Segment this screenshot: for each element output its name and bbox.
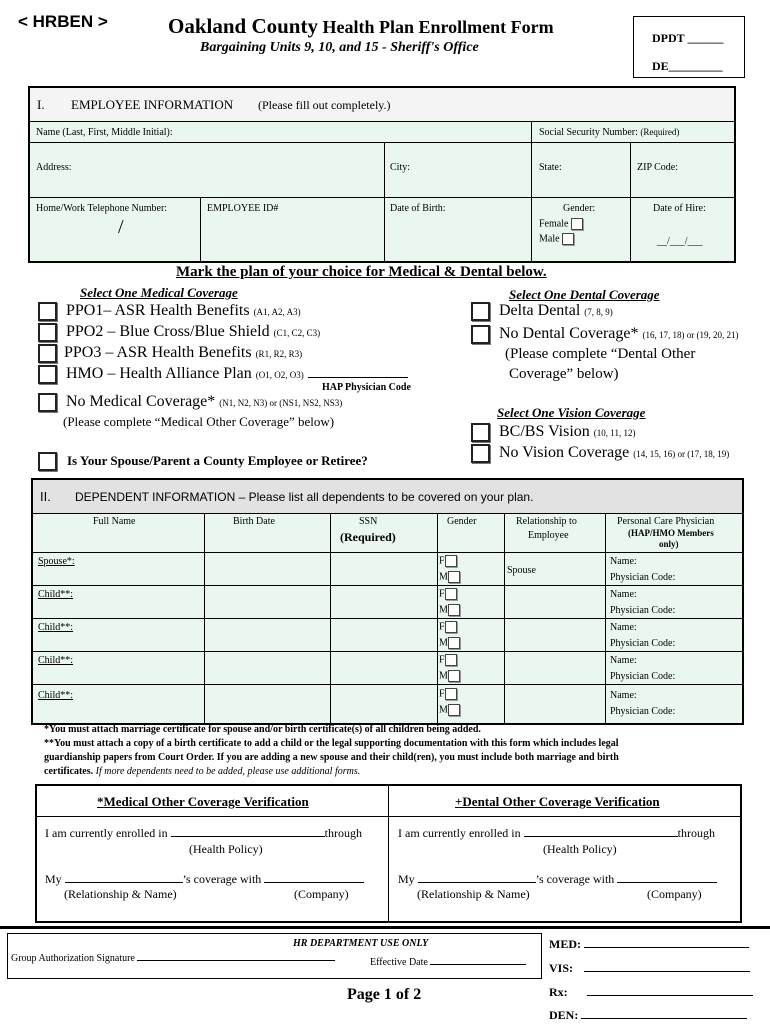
bcbs-vision-codes: (10, 11, 12) bbox=[593, 428, 636, 439]
den-field[interactable] bbox=[549, 1008, 747, 1023]
dental-company-blank[interactable] bbox=[617, 882, 717, 883]
section-title: EMPLOYEE INFORMATION bbox=[71, 97, 234, 112]
gender-label: Gender: bbox=[563, 203, 596, 214]
gender-f-checkbox[interactable] bbox=[445, 621, 457, 633]
delta-codes: (7, 8, 9) bbox=[584, 307, 613, 318]
dental-my: My bbox=[398, 872, 415, 886]
employee-id-field[interactable]: EMPLOYEE ID# bbox=[207, 203, 279, 214]
gender-m-label: M bbox=[439, 637, 448, 649]
no-dental-codes: (16, 17, 18) or (19, 20, 21) bbox=[642, 330, 739, 341]
page-subtitle: Bargaining Units 9, 10, and 15 - Sheriff's Office bbox=[200, 40, 479, 55]
dental-through: through bbox=[677, 826, 715, 840]
col-pcp-2: (HAP/HMO Members bbox=[628, 528, 714, 538]
note-child-3-bold: certificates. bbox=[44, 766, 94, 777]
medical-policy-caption: (Health Policy) bbox=[189, 842, 263, 856]
dependent-row-label: Child**: bbox=[38, 655, 74, 666]
no-medical-name: No Medical Coverage* bbox=[66, 393, 216, 411]
dependent-row-label: Child**: bbox=[38, 622, 74, 633]
dental-company-caption: (Company) bbox=[647, 887, 702, 901]
gender-f-option[interactable] bbox=[439, 588, 457, 600]
medical-through: through bbox=[324, 826, 362, 840]
phone-separator: / bbox=[118, 216, 124, 238]
attachment-notes bbox=[44, 723, 744, 779]
den-label: DEN: bbox=[549, 1008, 579, 1022]
gender-m-option[interactable] bbox=[439, 571, 460, 583]
hap-code-line[interactable] bbox=[308, 377, 408, 378]
gender-m-checkbox[interactable] bbox=[448, 670, 460, 682]
vision-heading: Select One Vision Coverage bbox=[497, 405, 646, 420]
hap-code-label: HAP Physician Code bbox=[322, 382, 411, 393]
medical-enrolled-prefix: I am currently enrolled in bbox=[45, 826, 168, 840]
effective-date-blank[interactable] bbox=[430, 964, 526, 965]
hmo-codes: (O1, O2, O3) bbox=[255, 370, 304, 381]
dependent-row-label: Spouse*: bbox=[38, 556, 75, 567]
dental-policy-blank[interactable] bbox=[524, 836, 678, 837]
gender-m-checkbox[interactable] bbox=[448, 704, 460, 716]
medical-enrolled-line[interactable] bbox=[45, 826, 362, 841]
pcp-name-field[interactable]: Name: bbox=[610, 622, 637, 633]
gender-m-label: M bbox=[439, 670, 448, 682]
medical-option-ppo3[interactable] bbox=[38, 344, 302, 363]
gender-f-checkbox[interactable] bbox=[445, 654, 457, 666]
dob-field[interactable]: Date of Birth: bbox=[390, 203, 446, 214]
col-pcp-3: only) bbox=[659, 539, 679, 549]
delta-name: Delta Dental bbox=[499, 302, 581, 320]
dental-relationship-blank[interactable] bbox=[418, 882, 536, 883]
medical-my: My bbox=[45, 872, 62, 886]
ppo2-name: PPO2 – Blue Cross/Blue Shield bbox=[66, 323, 270, 341]
spouse-question-text: Is Your Spouse/Parent a County Employee or Retiree? bbox=[67, 453, 368, 469]
gender-f-label: F bbox=[439, 555, 445, 567]
gender-m-label: M bbox=[439, 704, 448, 716]
ppo1-checkbox[interactable] bbox=[38, 302, 57, 321]
rx-blank[interactable] bbox=[587, 995, 753, 996]
gender-f-checkbox[interactable] bbox=[445, 688, 457, 700]
spouse-question[interactable] bbox=[38, 452, 368, 471]
dental-enrolled-prefix: I am currently enrolled in bbox=[398, 826, 521, 840]
dental-option-delta[interactable] bbox=[471, 302, 613, 321]
female-option[interactable] bbox=[539, 218, 583, 230]
gender-f-label: F bbox=[439, 654, 445, 666]
female-label: Female bbox=[539, 218, 569, 230]
pcp-name-field[interactable]: Name: bbox=[610, 690, 637, 701]
effective-date-field[interactable] bbox=[370, 957, 526, 968]
ppo3-codes: (R1, R2, R3) bbox=[255, 349, 303, 360]
dental-other-title: +Dental Other Coverage Verification bbox=[455, 794, 660, 809]
pcp-name-field[interactable]: Name: bbox=[610, 589, 637, 600]
gender-m-option[interactable] bbox=[439, 604, 460, 616]
vis-field[interactable] bbox=[549, 961, 750, 976]
medical-option-ppo1[interactable] bbox=[38, 302, 301, 321]
ssn-required: (Required) bbox=[640, 127, 680, 137]
col-birth-date: Birth Date bbox=[233, 516, 275, 527]
bcbs-vision-checkbox[interactable] bbox=[471, 423, 490, 442]
vision-option-none[interactable] bbox=[471, 444, 729, 463]
medical-other-title: *Medical Other Coverage Verification bbox=[97, 794, 309, 809]
male-option[interactable] bbox=[539, 233, 574, 245]
gender-f-option[interactable] bbox=[439, 654, 457, 666]
medical-my-line[interactable] bbox=[45, 872, 364, 887]
dependent-section-header bbox=[33, 480, 742, 514]
hr-use-box bbox=[7, 933, 542, 979]
dental-enrolled-line[interactable] bbox=[398, 826, 715, 841]
pcp-code-field[interactable]: Physician Code: bbox=[610, 706, 676, 717]
other-coverage-section bbox=[35, 784, 742, 923]
pcp-code-field[interactable]: Physician Code: bbox=[610, 605, 676, 616]
medical-company-caption: (Company) bbox=[294, 887, 349, 901]
pcp-code-field[interactable]: Physician Code: bbox=[610, 671, 676, 682]
col-ssn-required: (Required) bbox=[340, 530, 396, 544]
med-label: MED: bbox=[549, 937, 581, 951]
dpdt-field[interactable]: DPDT ______ bbox=[652, 31, 724, 45]
gender-m-checkbox[interactable] bbox=[448, 571, 460, 583]
note-additional-forms: If more dependents need to be added, please use additional forms. bbox=[93, 766, 361, 777]
gender-m-option[interactable] bbox=[439, 670, 460, 682]
gender-f-label: F bbox=[439, 688, 445, 700]
dental-coverage-with: ’s coverage with bbox=[535, 872, 615, 886]
med-blank[interactable] bbox=[584, 947, 749, 948]
dependent-table bbox=[33, 514, 742, 723]
medical-option-ppo2[interactable] bbox=[38, 323, 320, 342]
employee-section-header bbox=[30, 88, 734, 122]
col-relationship-2: Employee bbox=[528, 530, 569, 541]
no-dental-note-1: (Please complete “Dental Other bbox=[505, 346, 696, 362]
note-spouse: *You must attach marriage certificate for spouse and/or birth certificate(s) of all children being added. bbox=[44, 724, 481, 735]
name-field[interactable]: Name (Last, First, Middle Initial): bbox=[36, 127, 173, 138]
no-vision-checkbox[interactable] bbox=[471, 444, 490, 463]
medical-option-none[interactable] bbox=[38, 393, 342, 412]
dental-policy-caption: (Health Policy) bbox=[543, 842, 617, 856]
rx-field[interactable] bbox=[549, 985, 753, 1000]
gender-m-checkbox[interactable] bbox=[448, 637, 460, 649]
rx-label: Rx: bbox=[549, 985, 568, 999]
title-rest: Health Plan Enrollment Form bbox=[317, 17, 554, 37]
no-medical-note: (Please complete “Medical Other Coverage” below) bbox=[63, 414, 335, 429]
den-blank[interactable] bbox=[581, 1018, 747, 1019]
zip-field[interactable]: ZIP Code: bbox=[637, 162, 679, 173]
state-field[interactable]: State: bbox=[539, 162, 562, 173]
hmo-name: HMO – Health Alliance Plan bbox=[66, 365, 252, 383]
footer-divider bbox=[0, 926, 770, 929]
title-org: Oakland County bbox=[168, 14, 318, 38]
spouse-relationship: Spouse bbox=[507, 565, 536, 576]
ppo2-checkbox[interactable] bbox=[38, 323, 57, 342]
no-dental-name: No Dental Coverage* bbox=[499, 325, 639, 343]
employee-fields bbox=[30, 122, 734, 261]
dependent-row-label: Child**: bbox=[38, 589, 74, 600]
pcp-code-field[interactable]: Physician Code: bbox=[610, 638, 676, 649]
dental-rel-caption: (Relationship & Name) bbox=[417, 887, 530, 901]
male-label: Male bbox=[539, 233, 560, 245]
dependent-section-number: II. bbox=[40, 489, 51, 504]
effective-date-label: Effective Date bbox=[370, 957, 428, 968]
plan-heading: Mark the plan of your choice for Medical & Dental below. bbox=[176, 264, 547, 280]
ppo3-name: PPO3 – ASR Health Benefits bbox=[64, 344, 252, 362]
section-number: I. bbox=[37, 97, 45, 112]
dental-my-line[interactable] bbox=[398, 872, 717, 887]
dependent-section-title: DEPENDENT INFORMATION – Please list all dependents to be covered on your plan. bbox=[75, 490, 534, 504]
medical-relationship-blank[interactable] bbox=[65, 882, 183, 883]
no-medical-codes: (N1, N2, N3) or (NS1, NS2, NS3) bbox=[219, 398, 343, 409]
ppo1-codes: (A1, A2, A3) bbox=[253, 307, 301, 318]
gender-f-label: F bbox=[439, 621, 445, 633]
col-ssn: SSN bbox=[359, 516, 378, 527]
col-full-name: Full Name bbox=[93, 516, 136, 527]
no-medical-checkbox[interactable] bbox=[38, 393, 57, 412]
gender-f-option[interactable] bbox=[439, 555, 457, 567]
spouse-employee-checkbox[interactable] bbox=[38, 452, 57, 471]
ppo1-name: PPO1– ASR Health Benefits bbox=[66, 302, 250, 320]
vis-blank[interactable] bbox=[584, 971, 750, 972]
gender-f-option[interactable] bbox=[439, 688, 457, 700]
de-field[interactable]: DE_________ bbox=[652, 59, 723, 73]
gender-m-label: M bbox=[439, 571, 448, 583]
page-number: Page 1 of 2 bbox=[347, 986, 422, 1003]
gender-f-label: F bbox=[439, 588, 445, 600]
medical-policy-blank[interactable] bbox=[171, 836, 325, 837]
medical-company-blank[interactable] bbox=[264, 882, 364, 883]
col-relationship-1: Relationship to bbox=[516, 516, 577, 527]
no-dental-checkbox[interactable] bbox=[471, 325, 490, 344]
city-field[interactable]: City: bbox=[390, 162, 411, 173]
dept-code-box bbox=[633, 16, 745, 78]
dental-heading: Select One Dental Coverage bbox=[509, 287, 660, 302]
col-pcp-1: Personal Care Physician bbox=[617, 516, 715, 527]
no-vision-name: No Vision Coverage bbox=[499, 444, 630, 462]
hr-use-only: HR DEPARTMENT USE ONLY bbox=[293, 938, 429, 949]
no-dental-note-2: Coverage” below) bbox=[509, 366, 619, 382]
employee-section bbox=[28, 86, 736, 263]
gender-m-checkbox[interactable] bbox=[448, 604, 460, 616]
col-gender: Gender bbox=[447, 516, 477, 527]
hire-date-blank[interactable]: __/___/___ bbox=[657, 236, 703, 247]
ssn-field[interactable] bbox=[539, 127, 679, 138]
no-vision-codes: (14, 15, 16) or (17, 18, 19) bbox=[633, 449, 730, 460]
pcp-code-field[interactable]: Physician Code: bbox=[610, 572, 676, 583]
gender-m-option[interactable] bbox=[439, 637, 460, 649]
note-child-2: guardianship papers from Court Order. If you are adding a new spouse and their child(ren), you must include both marriage and birth bbox=[44, 752, 619, 763]
delta-checkbox[interactable] bbox=[471, 302, 490, 321]
medical-rel-caption: (Relationship & Name) bbox=[64, 887, 177, 901]
form-code: < HRBEN > bbox=[18, 12, 108, 31]
hire-date-field[interactable]: Date of Hire: bbox=[653, 203, 706, 214]
female-checkbox[interactable] bbox=[571, 218, 583, 230]
ppo2-codes: (C1, C2, C3) bbox=[273, 328, 321, 339]
bcbs-vision-name: BC/BS Vision bbox=[499, 423, 590, 441]
address-field[interactable]: Address: bbox=[36, 162, 72, 173]
gender-f-checkbox[interactable] bbox=[445, 555, 457, 567]
male-checkbox[interactable] bbox=[562, 233, 574, 245]
note-child-3 bbox=[44, 765, 744, 779]
ppo3-checkbox[interactable] bbox=[38, 344, 57, 363]
group-signature-blank[interactable] bbox=[137, 960, 335, 961]
pcp-name-field[interactable]: Name: bbox=[610, 556, 637, 567]
med-field[interactable] bbox=[549, 937, 749, 952]
hmo-checkbox[interactable] bbox=[38, 365, 57, 384]
gender-m-option[interactable] bbox=[439, 704, 460, 716]
ssn-label: Social Security Number: bbox=[539, 127, 638, 138]
pcp-name-field[interactable]: Name: bbox=[610, 655, 637, 666]
gender-m-label: M bbox=[439, 604, 448, 616]
page-title bbox=[168, 14, 554, 39]
dental-option-none[interactable] bbox=[471, 325, 739, 344]
vis-label: VIS: bbox=[549, 961, 574, 975]
gender-f-checkbox[interactable] bbox=[445, 588, 457, 600]
group-signature-label: Group Authorization Signature bbox=[11, 953, 135, 964]
phone-field[interactable]: Home/Work Telephone Number: bbox=[36, 203, 168, 214]
note-child-1: **You must attach a copy of a birth certificate to add a child or the legal supporting documentation with this form which includes legal bbox=[44, 738, 619, 749]
medical-heading: Select One Medical Coverage bbox=[80, 285, 238, 300]
gender-f-option[interactable] bbox=[439, 621, 457, 633]
section-note: (Please fill out completely.) bbox=[258, 98, 391, 112]
dependent-row-label: Child**: bbox=[38, 690, 74, 701]
medical-coverage-with: ’s coverage with bbox=[182, 872, 262, 886]
group-signature-field[interactable] bbox=[11, 953, 335, 964]
dependent-section bbox=[31, 478, 744, 725]
vision-option-bcbs[interactable] bbox=[471, 423, 635, 442]
